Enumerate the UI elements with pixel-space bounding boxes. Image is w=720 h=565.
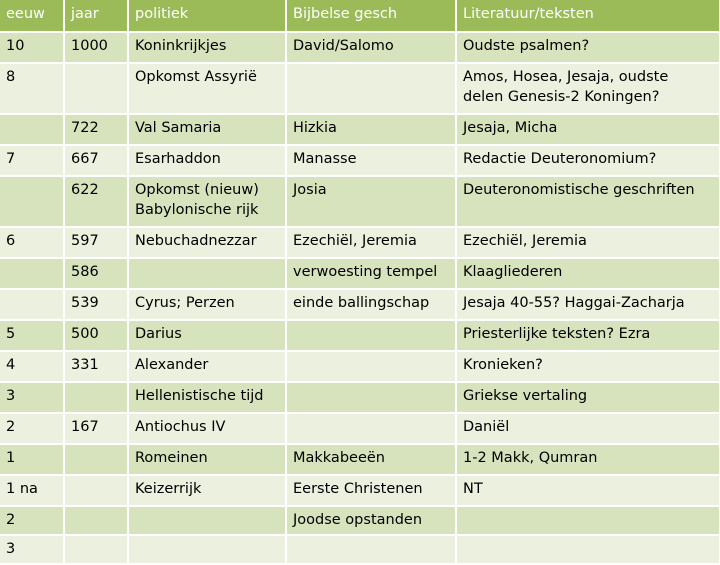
cell-jaar: 722 xyxy=(64,114,128,145)
cell-jaar: 331 xyxy=(64,351,128,382)
cell-bijbelse-gesch xyxy=(286,351,456,382)
cell-bijbelse-gesch: verwoesting tempel xyxy=(286,258,456,289)
cell-eeuw xyxy=(0,176,64,227)
cell-jaar: 1000 xyxy=(64,32,128,63)
cell-bijbelse-gesch: einde ballingschap xyxy=(286,289,456,320)
cell-politiek: Darius xyxy=(128,320,286,351)
table-row xyxy=(0,506,720,535)
cell-politiek: Val Samaria xyxy=(128,114,286,145)
table-row xyxy=(0,63,720,114)
cell-literatuur xyxy=(456,506,720,535)
cell-jaar xyxy=(64,444,128,475)
cell-literatuur: Jesaja, Micha xyxy=(456,114,720,145)
cell-jaar: 597 xyxy=(64,227,128,258)
cell-politiek xyxy=(128,258,286,289)
table-row xyxy=(0,258,720,289)
table-row xyxy=(0,535,720,564)
cell-bijbelse-gesch xyxy=(286,320,456,351)
cell-bijbelse-gesch: Hizkia xyxy=(286,114,456,145)
cell-eeuw: 10 xyxy=(0,32,64,63)
table-row xyxy=(0,413,720,444)
cell-bijbelse-gesch xyxy=(286,63,456,114)
header-literatuur: Literatuur/teksten xyxy=(456,0,720,32)
header-bijbelse-gesch: Bijbelse gesch xyxy=(286,0,456,32)
table-row xyxy=(0,114,720,145)
cell-politiek: Koninkrijkjes xyxy=(128,32,286,63)
cell-politiek xyxy=(128,506,286,535)
cell-politiek: Cyrus; Perzen xyxy=(128,289,286,320)
cell-politiek: Alexander xyxy=(128,351,286,382)
cell-literatuur: Amos, Hosea, Jesaja, oudste delen Genesis-2 Koningen? xyxy=(456,63,720,114)
cell-politiek: Antiochus IV xyxy=(128,413,286,444)
cell-eeuw: 2 xyxy=(0,506,64,535)
cell-politiek: Esarhaddon xyxy=(128,145,286,176)
cell-jaar: 539 xyxy=(64,289,128,320)
cell-eeuw: 1 na xyxy=(0,475,64,506)
cell-bijbelse-gesch: Joodse opstanden xyxy=(286,506,456,535)
cell-literatuur xyxy=(456,535,720,564)
table-row xyxy=(0,176,720,227)
table-row xyxy=(0,289,720,320)
cell-bijbelse-gesch: Ezechiël, Jeremia xyxy=(286,227,456,258)
cell-eeuw: 4 xyxy=(0,351,64,382)
cell-jaar xyxy=(64,506,128,535)
cell-jaar xyxy=(64,63,128,114)
cell-jaar xyxy=(64,475,128,506)
cell-eeuw xyxy=(0,258,64,289)
cell-politiek: Romeinen xyxy=(128,444,286,475)
cell-eeuw: 2 xyxy=(0,413,64,444)
cell-literatuur: Daniël xyxy=(456,413,720,444)
cell-literatuur: Priesterlijke teksten? Ezra xyxy=(456,320,720,351)
cell-literatuur: Kronieken? xyxy=(456,351,720,382)
cell-eeuw: 1 xyxy=(0,444,64,475)
cell-politiek: Keizerrijk xyxy=(128,475,286,506)
header-eeuw: eeuw xyxy=(0,0,64,32)
cell-literatuur: NT xyxy=(456,475,720,506)
cell-bijbelse-gesch xyxy=(286,382,456,413)
cell-literatuur: Redactie Deuteronomium? xyxy=(456,145,720,176)
cell-bijbelse-gesch: Makkabeeën xyxy=(286,444,456,475)
table-row xyxy=(0,145,720,176)
cell-jaar: 586 xyxy=(64,258,128,289)
cell-eeuw: 5 xyxy=(0,320,64,351)
cell-eeuw xyxy=(0,289,64,320)
header-row xyxy=(0,0,720,32)
table-row xyxy=(0,382,720,413)
cell-bijbelse-gesch: David/Salomo xyxy=(286,32,456,63)
cell-literatuur: Deuteronomistische geschriften xyxy=(456,176,720,227)
cell-literatuur: Jesaja 40-55? Haggai-Zacharja xyxy=(456,289,720,320)
cell-politiek xyxy=(128,535,286,564)
table-row xyxy=(0,32,720,63)
cell-eeuw: 8 xyxy=(0,63,64,114)
header-politiek: politiek xyxy=(128,0,286,32)
cell-jaar: 667 xyxy=(64,145,128,176)
table-row xyxy=(0,351,720,382)
cell-bijbelse-gesch xyxy=(286,413,456,444)
cell-jaar: 167 xyxy=(64,413,128,444)
cell-eeuw: 3 xyxy=(0,535,64,564)
cell-literatuur: Griekse vertaling xyxy=(456,382,720,413)
cell-bijbelse-gesch xyxy=(286,535,456,564)
cell-literatuur: Ezechiël, Jeremia xyxy=(456,227,720,258)
cell-eeuw: 3 xyxy=(0,382,64,413)
header-jaar: jaar xyxy=(64,0,128,32)
cell-politiek: Opkomst Assyrië xyxy=(128,63,286,114)
cell-eeuw xyxy=(0,114,64,145)
table-row xyxy=(0,227,720,258)
cell-politiek: Opkomst (nieuw) Babylonische rijk xyxy=(128,176,286,227)
table-row xyxy=(0,320,720,351)
cell-literatuur: 1-2 Makk, Qumran xyxy=(456,444,720,475)
cell-jaar: 500 xyxy=(64,320,128,351)
cell-politiek: Nebuchadnezzar xyxy=(128,227,286,258)
cell-eeuw: 7 xyxy=(0,145,64,176)
cell-bijbelse-gesch: Manasse xyxy=(286,145,456,176)
cell-politiek: Hellenistische tijd xyxy=(128,382,286,413)
cell-bijbelse-gesch: Josia xyxy=(286,176,456,227)
table-row xyxy=(0,444,720,475)
cell-literatuur: Oudste psalmen? xyxy=(456,32,720,63)
cell-bijbelse-gesch: Eerste Christenen xyxy=(286,475,456,506)
cell-jaar xyxy=(64,535,128,564)
table-row xyxy=(0,475,720,506)
cell-jaar: 622 xyxy=(64,176,128,227)
cell-eeuw: 6 xyxy=(0,227,64,258)
cell-jaar xyxy=(64,382,128,413)
cell-literatuur: Klaagliederen xyxy=(456,258,720,289)
